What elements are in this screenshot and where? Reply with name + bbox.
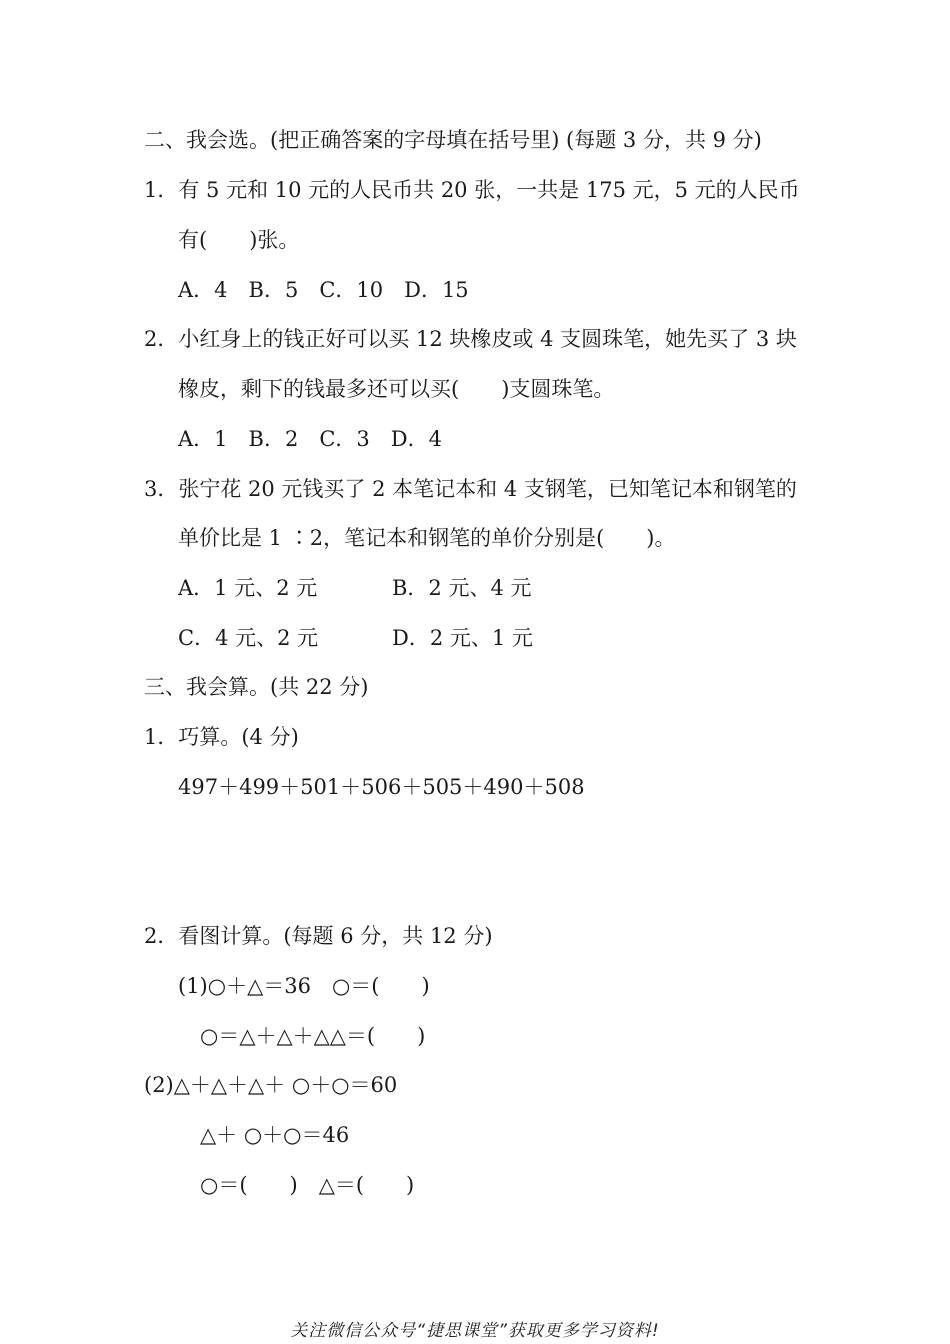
calc-question-1-title: 1．巧算。(4 分): [144, 725, 299, 749]
question-3-line-1: 3．张宁花 20 元钱买了 2 本笔记本和 4 支钢笔，已知笔记本和钢笔的: [144, 477, 797, 501]
calc-question-2-part-2-line-1: (2)△＋△＋△＋ ○＋○＝60: [144, 1073, 398, 1097]
calc-question-2-part-2-line-2: △＋ ○＋○＝46: [200, 1123, 350, 1147]
calc-question-2-title: 2．看图计算。(每题 6 分，共 12 分): [144, 924, 493, 948]
calc-question-2-part-1-line-2: ○＝△＋△＋△△＝( ): [200, 1024, 426, 1048]
question-3-line-2: 单价比是 1 ∶2，笔记本和钢笔的单价分别是( )。: [178, 526, 676, 550]
question-3-option-c: C．4 元、2 元: [178, 626, 319, 650]
question-3-option-d: D．2 元、1 元: [392, 626, 533, 650]
calc-question-1-expression: 497＋499＋501＋506＋505＋490＋508: [178, 775, 585, 799]
question-2-line-2: 橡皮，剩下的钱最多还可以买( )支圆珠笔。: [178, 377, 615, 401]
question-3-option-b: B．2 元、4 元: [392, 576, 532, 600]
calc-question-2-part-2-line-3: ○＝( ) △＝( ): [200, 1173, 415, 1197]
question-2-options: A．1 B．2 C．3 D．4: [178, 427, 442, 451]
footer-promo-text: 关注微信公众号“捷思课堂”获取更多学习资料!: [290, 1321, 660, 1341]
question-2-line-1: 2．小红身上的钱正好可以买 12 块橡皮或 4 支圆珠笔，她先买了 3 块: [144, 327, 797, 351]
calc-question-2-part-1-line-1: (1)○＋△＝36 ○＝( ): [178, 974, 430, 998]
question-1-line-2: 有( )张。: [178, 228, 300, 252]
question-1-line-1: 1．有 5 元和 10 元的人民币共 20 张，一共是 175 元，5 元的人民币: [144, 178, 800, 202]
section-2-heading: 二、我会选。(把正确答案的字母填在括号里) (每题 3 分，共 9 分): [144, 128, 762, 152]
section-3-heading: 三、我会算。(共 22 分): [144, 675, 369, 699]
question-1-options: A．4 B．5 C．10 D．15: [178, 278, 469, 302]
question-3-option-a: A．1 元、2 元: [178, 576, 318, 600]
